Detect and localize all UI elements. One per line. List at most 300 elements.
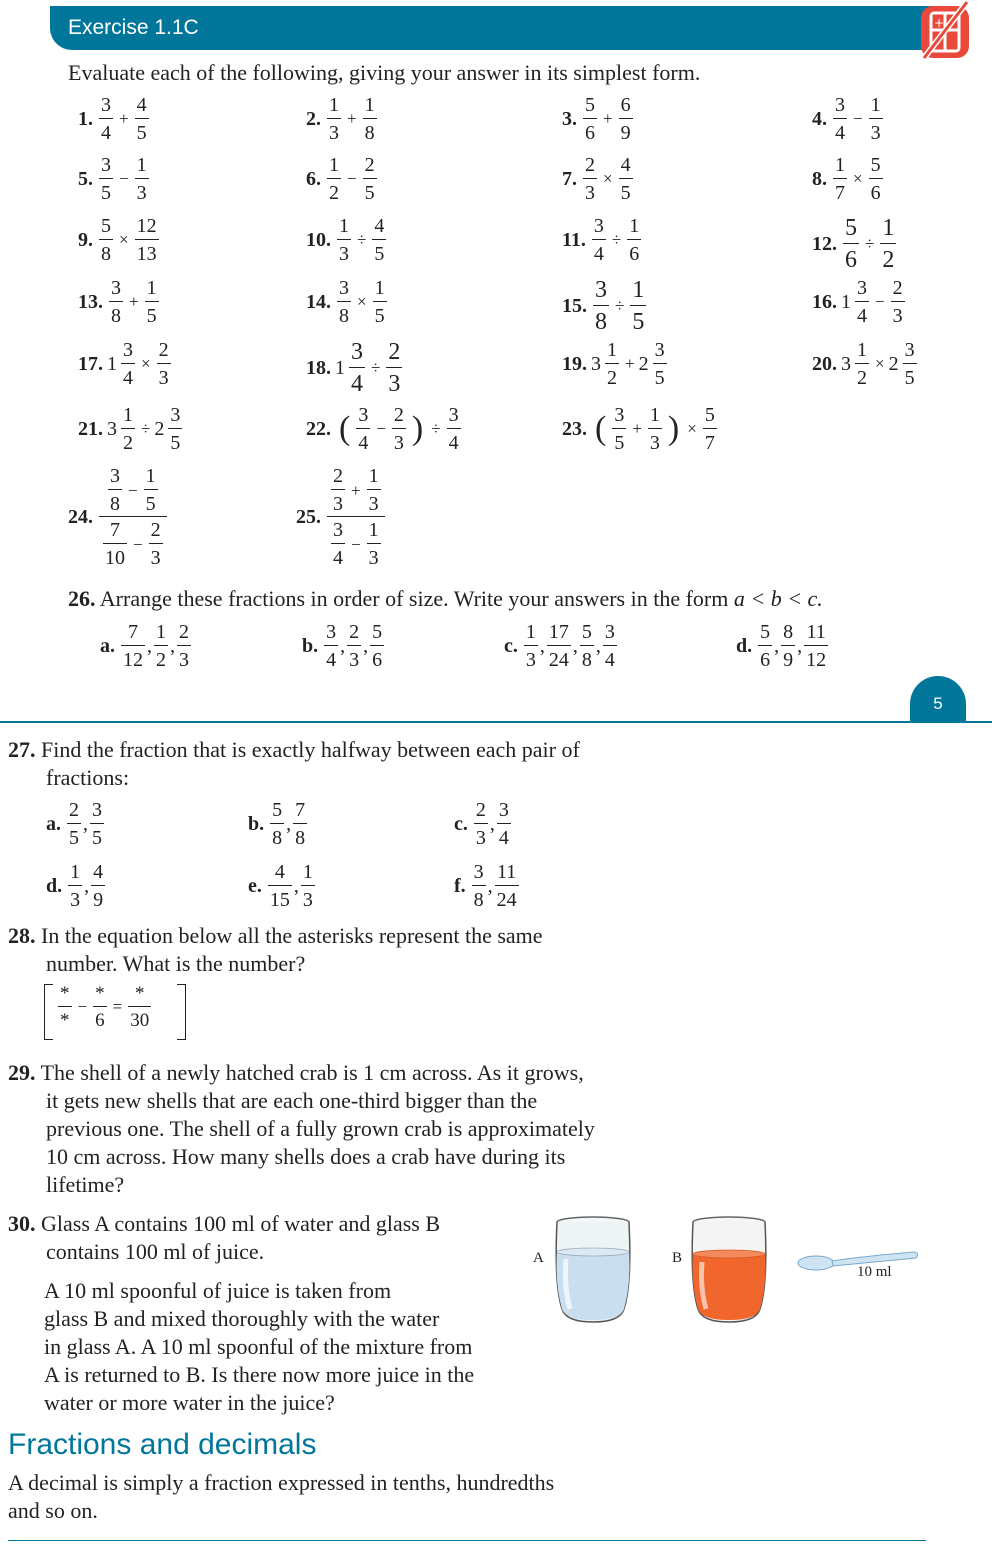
whole-number: 1 (335, 356, 345, 379)
numerator: 3 (904, 339, 915, 361)
fraction (121, 340, 135, 388)
denominator: 2 (154, 645, 168, 670)
paren: ) (411, 410, 424, 447)
problem-number: 13. (78, 290, 103, 313)
fraction (347, 622, 361, 670)
fraction (593, 278, 609, 334)
operator: × (875, 354, 885, 373)
numerator: 4 (93, 861, 104, 883)
numerator: 4 (620, 154, 631, 176)
fraction (703, 405, 717, 453)
operator: − (128, 480, 138, 500)
problem-11 (562, 216, 643, 264)
operator: + (129, 292, 139, 311)
operator: × (603, 169, 613, 188)
comma: , (83, 812, 88, 835)
numerator: 3 (358, 404, 369, 426)
problem-number: 18. (306, 356, 331, 379)
denominator: 8 (99, 239, 113, 264)
denominator: 4 (592, 239, 606, 264)
paren: ( (339, 410, 351, 447)
problem-number: 19. (562, 352, 587, 375)
numerator: 3 (473, 861, 484, 883)
numerator: 3 (654, 339, 665, 361)
problem-number: 6. (306, 167, 321, 190)
numerator: 3 (835, 94, 845, 116)
denominator: 9 (619, 118, 633, 143)
denominator: 4 (331, 543, 345, 568)
denominator: 3 (869, 118, 883, 143)
denominator: 6 (758, 645, 772, 670)
denominator: 4 (833, 118, 847, 143)
numerator: 4 (136, 94, 147, 116)
fraction (627, 216, 641, 264)
fraction (135, 155, 149, 203)
denominator: 8 (363, 118, 377, 143)
fraction (758, 622, 772, 670)
denominator: 5 (90, 823, 104, 848)
numerator: 17 (548, 621, 569, 643)
fraction (144, 466, 158, 514)
section-title: Fractions and decimals (8, 1428, 317, 1461)
numerator: 2 (158, 339, 169, 361)
glass-b-label: B (672, 1250, 683, 1266)
numerator: 2 (364, 154, 375, 176)
section-box-edge (8, 1540, 926, 1549)
denominator: 10 (103, 543, 127, 568)
paren: ) (667, 410, 680, 447)
denominator: 6 (583, 118, 597, 143)
glass-a-image (552, 1214, 634, 1326)
fraction (145, 278, 159, 326)
denominator: 3 (891, 301, 905, 326)
numerator: 3 (110, 465, 120, 487)
spoon-label: 10 ml (857, 1264, 892, 1280)
denominator: 6 (370, 645, 384, 670)
problem-number: 4. (812, 107, 827, 130)
question-29: 29. The shell of a newly hatched crab is 1 cm across. As it grows, it gets new shells that are each one-third bigger than the previous one. The shell of a fully grown crab is approximately 10 cm across. How many shells does a crab have during its lifetime? (8, 1060, 595, 1197)
operator: + (603, 109, 613, 128)
operator: + (632, 419, 642, 438)
problem-number: 9. (78, 228, 93, 251)
whole-number: 3 (841, 352, 851, 375)
numerator: 2 (475, 799, 486, 821)
numerator: 1 (649, 404, 660, 426)
fraction (109, 278, 123, 326)
denominator: 3 (301, 885, 315, 910)
fraction (619, 95, 633, 143)
comma: , (363, 634, 369, 657)
denominator: 5 (145, 301, 159, 326)
fraction (373, 278, 387, 326)
fraction (324, 622, 338, 670)
fraction (363, 95, 377, 143)
numerator: 1 (156, 621, 166, 643)
denominator: 8 (472, 885, 486, 910)
fraction (327, 155, 341, 203)
problem-20 (812, 340, 919, 388)
numerator: 5 (585, 94, 595, 116)
numerator: 1 (364, 94, 375, 116)
asterisk-equation: $\frac{*}{*}$ − $\frac{*}{6}$ = $\frac{*}{30}$ (44, 984, 186, 1040)
problem-number: 17. (78, 352, 103, 375)
question-30-body: A 10 ml spoonful of juice is taken from glass B and mixed thoroughly with the water in glass A. A 10 ml spoonful of the mixture from A is returned to B. Is there now more juice in the water or more water in the juice? (44, 1278, 475, 1415)
denominator: 3 (149, 543, 163, 568)
part-label: c. (454, 812, 468, 835)
denominator: 12 (121, 645, 145, 670)
denominator: 12 (804, 645, 828, 670)
question-text: Arrange these fractions in order of size. Write your answers in the form (99, 586, 729, 611)
fraction (99, 216, 113, 264)
denominator: 8 (109, 301, 123, 326)
denominator: 15 (268, 885, 292, 910)
numerator: 5 (870, 154, 881, 176)
fraction (833, 95, 847, 143)
problem-number: 12. (812, 232, 837, 255)
denominator: 5 (168, 428, 182, 453)
question-27-part-c (454, 800, 513, 848)
glass-b-image (688, 1214, 770, 1326)
problem-number: 2. (306, 107, 321, 130)
numerator: 3 (123, 339, 133, 361)
numerator: 1 (870, 94, 881, 116)
denominator: 3 (367, 489, 381, 514)
problem-number: 11. (562, 228, 586, 251)
numerator: 3 (614, 404, 625, 426)
question-26-part-d (736, 622, 830, 670)
numerator: 2 (388, 339, 401, 365)
numerator: 4 (374, 215, 385, 237)
comma: , (147, 634, 152, 657)
denominator: 4 (356, 428, 370, 453)
fraction (855, 340, 869, 388)
problem-number: 25. (296, 505, 321, 528)
problem-number: 3. (562, 107, 577, 130)
problem-number: 7. (562, 167, 577, 190)
denominator: 5 (99, 178, 113, 203)
fraction (135, 216, 159, 264)
page-divider (0, 721, 992, 723)
denominator: 5 (144, 489, 158, 514)
numerator: 3 (595, 277, 607, 303)
part-label: b. (248, 812, 265, 835)
numerator: 7 (295, 799, 306, 821)
question-26-part-a (100, 622, 193, 670)
page-number: 5 (910, 676, 966, 722)
question-26-part-c (504, 622, 619, 670)
denominator: 6 (869, 178, 883, 203)
numerator: 5 (101, 215, 111, 237)
denominator: 2 (605, 363, 619, 388)
fraction (497, 800, 511, 848)
comma: , (340, 634, 346, 657)
question-27 (8, 736, 580, 792)
numerator: 2 (892, 277, 903, 299)
no-calculator-icon (918, 0, 972, 62)
operator: × (119, 230, 129, 249)
problem-number: 21. (78, 417, 103, 440)
operator: − (347, 169, 357, 188)
fraction (349, 340, 365, 396)
comma: , (84, 874, 90, 897)
operator: + (119, 109, 129, 128)
comma: , (170, 634, 175, 657)
question-27-part-e (248, 862, 317, 910)
fraction (370, 622, 384, 670)
operator: × (357, 292, 367, 311)
operator: − (853, 109, 863, 128)
operator: ÷ (865, 234, 875, 253)
problem-number: 8. (812, 167, 827, 190)
question-28 (8, 922, 543, 978)
question-27-part-a (46, 800, 106, 848)
numerator: 1 (136, 154, 147, 176)
numerator: 1 (368, 465, 379, 487)
fraction (168, 405, 182, 453)
numerator: 3 (448, 404, 459, 426)
fraction (583, 95, 597, 143)
numerator: 5 (581, 621, 592, 643)
denominator: 3 (331, 489, 345, 514)
denominator: 5 (363, 178, 377, 203)
fraction (268, 862, 292, 910)
part-label: f. (454, 874, 466, 897)
problem-number: 15. (562, 294, 587, 317)
fraction (301, 862, 315, 910)
fraction (855, 278, 869, 326)
denominator: 5 (619, 178, 633, 203)
fraction (99, 155, 113, 203)
denominator: 24 (495, 885, 519, 910)
comma: , (286, 812, 292, 835)
whole-number: 3 (107, 417, 117, 440)
numerator: 1 (368, 519, 379, 541)
question-text: fractions: (46, 765, 130, 790)
fraction (154, 622, 168, 670)
operator: − (875, 292, 885, 311)
denominator: 3 (386, 367, 402, 396)
numerator: 3 (111, 277, 121, 299)
problem-12 (812, 216, 898, 272)
instruction-text: Evaluate each of the following, giving your answer in its simplest form. (68, 60, 701, 85)
problem-6 (306, 155, 379, 203)
numerator: 6 (620, 94, 631, 116)
denominator: 6 (843, 243, 859, 272)
numerator: 1 (329, 154, 339, 176)
exercise-title: Exercise 1.1C (68, 16, 199, 39)
numerator: 5 (372, 621, 383, 643)
fraction (869, 95, 883, 143)
question-number: 26. (68, 586, 96, 611)
fraction (495, 862, 519, 910)
denominator: 9 (91, 885, 105, 910)
denominator: 24 (547, 645, 571, 670)
numerator: 2 (333, 465, 343, 487)
question-text: number. What is the number? (46, 951, 306, 976)
question-30: 30. Glass A contains 100 ml of water and glass B contains 100 ml of juice. (8, 1211, 441, 1264)
numerator: 1 (146, 277, 157, 299)
denominator: 4 (497, 823, 511, 848)
numerator: 4 (274, 861, 285, 883)
numerator: 1 (70, 861, 81, 883)
numerator: 5 (760, 621, 771, 643)
denominator: 4 (324, 645, 338, 670)
operator: × (141, 354, 151, 373)
glass-a-label: A (533, 1250, 544, 1266)
numerator: 1 (629, 215, 640, 237)
operator: ÷ (371, 358, 381, 377)
fraction (648, 405, 662, 453)
whole-number: 2 (888, 352, 899, 375)
fraction (612, 405, 626, 453)
numerator: 1 (882, 215, 895, 241)
fraction (903, 340, 917, 388)
fraction (580, 622, 594, 670)
problem-number: 14. (306, 290, 331, 313)
problem-19 (562, 340, 669, 388)
denominator: 9 (781, 645, 795, 670)
fraction (869, 155, 883, 203)
operator: × (853, 169, 863, 188)
numerator: 1 (525, 621, 536, 643)
fraction (331, 466, 345, 514)
numerator: 1 (632, 277, 645, 303)
fraction (67, 800, 81, 848)
denominator: 3 (68, 885, 82, 910)
numerator: 3 (170, 404, 181, 426)
problem-2 (306, 95, 379, 143)
denominator: 2 (327, 178, 341, 203)
denominator: 8 (108, 489, 122, 514)
problem-8 (812, 155, 885, 203)
denominator: 3 (474, 823, 488, 848)
denominator: 8 (593, 305, 609, 334)
numerator: 5 (704, 404, 715, 426)
problem-22 (306, 405, 463, 453)
fraction (372, 216, 386, 264)
fraction (472, 862, 486, 910)
problem-3 (562, 95, 635, 143)
fraction (605, 340, 619, 388)
denominator: 4 (447, 428, 461, 453)
denominator: 3 (135, 178, 149, 203)
numerator: 1 (607, 339, 617, 361)
operator: + (347, 109, 357, 128)
numerator: 5 (272, 799, 283, 821)
denominator: 6 (627, 239, 641, 264)
question-number: 29. (8, 1060, 36, 1085)
fraction (157, 340, 171, 388)
problem-number: 16. (812, 290, 837, 313)
numerator: 3 (351, 339, 363, 365)
numerator: 1 (835, 154, 845, 176)
fraction (108, 466, 122, 514)
denominator: 5 (630, 305, 646, 334)
numerator: 3 (593, 215, 604, 237)
comma: , (595, 634, 601, 657)
operator: ÷ (357, 230, 367, 249)
numerator: 1 (329, 94, 339, 116)
denominator: 2 (880, 243, 896, 272)
operator: + (351, 480, 361, 500)
denominator: 7 (833, 178, 847, 203)
whole-number: 1 (841, 290, 851, 313)
denominator: 5 (903, 363, 917, 388)
numerator: 1 (857, 339, 867, 361)
numerator: 1 (374, 277, 385, 299)
denominator: 3 (157, 363, 171, 388)
fraction (91, 862, 105, 910)
denominator: 8 (580, 645, 594, 670)
numerator: 1 (123, 404, 133, 426)
part-label: c. (504, 634, 518, 657)
denominator: 8 (293, 823, 307, 848)
denominator: 3 (177, 645, 191, 670)
problem-25 (296, 466, 387, 568)
operator: − (133, 534, 143, 554)
denominator: 4 (349, 367, 365, 396)
fraction (293, 800, 307, 848)
fraction (804, 622, 828, 670)
problem-15 (562, 278, 648, 334)
numerator: 2 (349, 621, 360, 643)
fraction (270, 800, 284, 848)
numerator: 1 (302, 861, 313, 883)
denominator: 4 (855, 301, 869, 326)
question-text: In the equation below all the asterisks represent the same (41, 923, 543, 948)
fraction (337, 216, 351, 264)
numerator: 1 (339, 215, 349, 237)
question-26-part-b (302, 622, 386, 670)
denominator: 3 (337, 239, 351, 264)
numerator: 2 (393, 404, 404, 426)
part-label: a. (100, 634, 115, 657)
fraction (367, 466, 381, 514)
problem-1 (78, 95, 151, 143)
fraction (547, 622, 571, 670)
problem-23 (562, 405, 719, 453)
numerator: 2 (150, 519, 161, 541)
denominator: 8 (270, 823, 284, 848)
comma: , (797, 634, 803, 657)
problem-number: 20. (812, 352, 837, 375)
denominator: 4 (121, 363, 135, 388)
fraction (833, 155, 847, 203)
fraction (891, 278, 905, 326)
numerator: 7 (128, 621, 138, 643)
denominator: 3 (367, 543, 381, 568)
whole-number: 1 (107, 352, 117, 375)
denominator: 5 (373, 301, 387, 326)
numerator: 8 (783, 621, 794, 643)
question-form: a < b < c. (733, 586, 823, 611)
fraction (880, 216, 896, 272)
problem-17 (78, 340, 173, 388)
question-text: Find the fraction that is exactly halfway between each pair of (41, 737, 580, 762)
comma: , (539, 634, 545, 657)
numerator: 11 (806, 621, 826, 643)
numerator: 3 (326, 621, 337, 643)
numerator: 1 (145, 465, 156, 487)
denominator: 5 (67, 823, 81, 848)
fraction (337, 278, 351, 326)
fraction (149, 520, 163, 568)
part-label: d. (46, 874, 63, 897)
problem-16 (812, 278, 907, 326)
fraction (331, 520, 345, 568)
fraction (90, 800, 104, 848)
operator: − (376, 419, 386, 438)
